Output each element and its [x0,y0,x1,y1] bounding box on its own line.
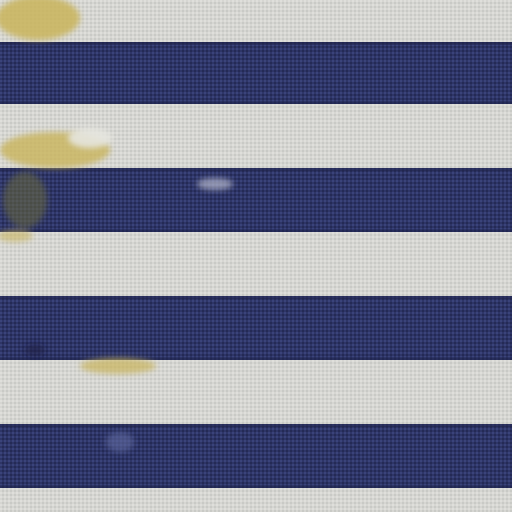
dark-stripe-2 [0,168,512,232]
dark-stripe-1 [0,42,512,104]
dark-stripe-4 [0,424,512,488]
stain-lower-left [80,358,156,374]
dark-stripe-3 [0,296,512,360]
